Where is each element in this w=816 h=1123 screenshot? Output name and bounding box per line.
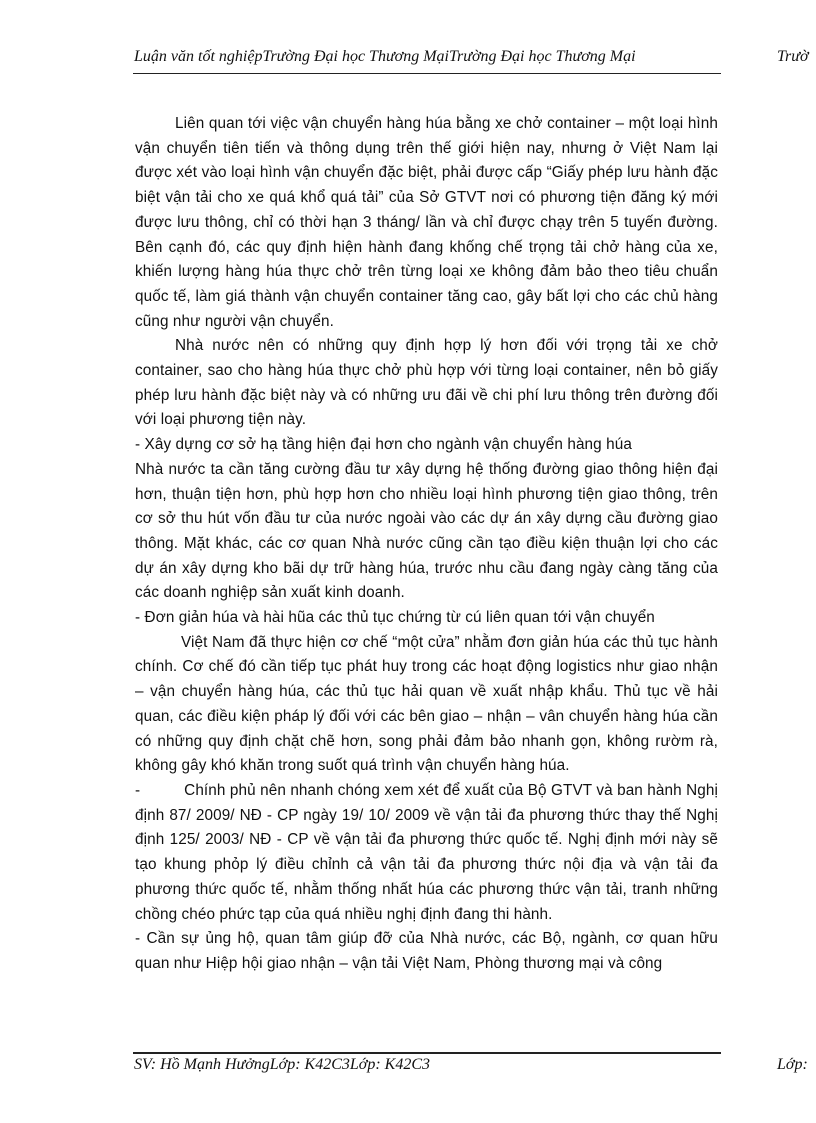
document-body <box>135 112 723 977</box>
bullet-infrastructure: - Xây dựng cơ sở hạ tầng hiện đại hơn cho ngành vận chuyển hàng húa <box>135 436 632 454</box>
paragraph-container-licensing: Liên quan tới việc vận chuyển hàng húa bằng xe chở container – một loại hình vận chuyển tiên tiến và thông dụng trên thế giới hiện nay, nhưng ở Việt Nam lại được xét vào loại hình vận chuyển đặc biệt, phải được cấp “Giấy phép lưu hành đặc biệt vận tải cho xe quá khổ quá tải” của Sở GTVT nơi có phương tiện đăng ký mới được lưu thông, chỉ có thời hạn 3 tháng/ lần và chỉ được chạy trên 5 tuyến đường. Bên cạnh đó, các quy định hiện hành đang khống chế trọng tải chở hàng của xe, khiến lượng hàng húa thực chở trên từng loại xe không đảm bảo theo tiêu chuẩn quốc tế, làm giá thành vận chuyển container tăng cao, gây bất lợi cho các chủ hàng cũng như người vận chuyển. <box>135 115 718 330</box>
paragraph-decree: - Chính phủ nên nhanh chóng xem xét để xuất của Bộ GTVT và ban hành Nghị định 87/ 2009/ NĐ - CP ngày 19/ 10/ 2009 về vận tải đa phương thức thay thế Nghị định 125/ 2003/ NĐ - CP về vận tải đa phương thức quốc tế. Nghị định mới này sẽ tạo khung phỏp lý điều chỉnh cả vận tải đa phương thức nội địa và vận tải đa phương thức quốc tế, nhằm thống nhất húa các phương thức vận tải, tranh những chồng chéo phức tạp của quá nhiều nghị định đang thi hành. <box>135 781 723 923</box>
header-title: Luận văn tốt nghiệpTrường Đại học Thương MạiTrường Đại học Thương Mại <box>134 48 636 65</box>
page-header <box>134 48 816 72</box>
page-footer <box>134 1056 816 1080</box>
paragraph-one-stop: Việt Nam đã thực hiện cơ chế “một cửa” nhằm đơn giản húa các thủ tục hành chính. Cơ chế đó cần tiếp tục phát huy trong các hoạt động logistics như giao nhận – vận chuyển hàng húa, các thủ tục hải quan về xuất nhập khẩu. Thủ tục về hải quan, các điều kiện pháp lý đối với các bên giao – nhận – vân chuyển hàng húa cần có những quy định chặt chẽ hơn, song phải đảm bảo nhanh gọn, không rườm rà, không gây khó khăn trong suốt quá trình vận chuyển hàng húa. <box>135 633 718 775</box>
header-right-text: Trườ <box>777 48 809 65</box>
paragraph-infrastructure: Nhà nước ta cần tăng cường đầu tư xây dựng hệ thống đường giao thông hiện đại hơn, thuận tiện hơn, phù hợp hơn cho nhiều loại hình phương tiện giao thông, trên cơ sở thu hút vốn đầu tư của nước ngoài vào các dự án xây dựng cầu đường giao thông. Mặt khác, các cơ quan Nhà nước cũng cần tạo điều kiện thuận lợi cho các dự án xây dựng kho bãi dự trữ hàng húa, trước nhu cầu đang ngày càng tăng của các doanh nghiệp sản xuất kinh doanh. <box>135 460 718 602</box>
footer-right-text: Lớp: <box>777 1056 808 1073</box>
footer-student-info: SV: Hồ Mạnh HưởngLớp: K42C3Lớp: K42C3 <box>134 1056 430 1073</box>
paragraph-load-regulation: Nhà nước nên có những quy định hợp lý hơn đối với trọng tải xe chở container, sao cho hàng húa thực chở phù hợp với từng loại container, nên bỏ giấy phép lưu hành đặc biệt này và có những ưu đãi về chi phí lưu thông trên đường đối với loại phương tiện này. <box>135 337 718 429</box>
bullet-support: - Cần sự ủng hộ, quan tâm giúp đỡ của Nhà nước, các Bộ, ngành, cơ quan hữu quan như Hiệp hội giao nhận – vận tải Việt Nam, Phòng thương mại và công <box>135 930 718 972</box>
bullet-procedures: - Đơn giản húa và hài hũa các thủ tục chứng từ cú liên quan tới vận chuyển <box>135 609 655 627</box>
header-rule <box>133 73 721 74</box>
footer-rule <box>133 1052 721 1054</box>
